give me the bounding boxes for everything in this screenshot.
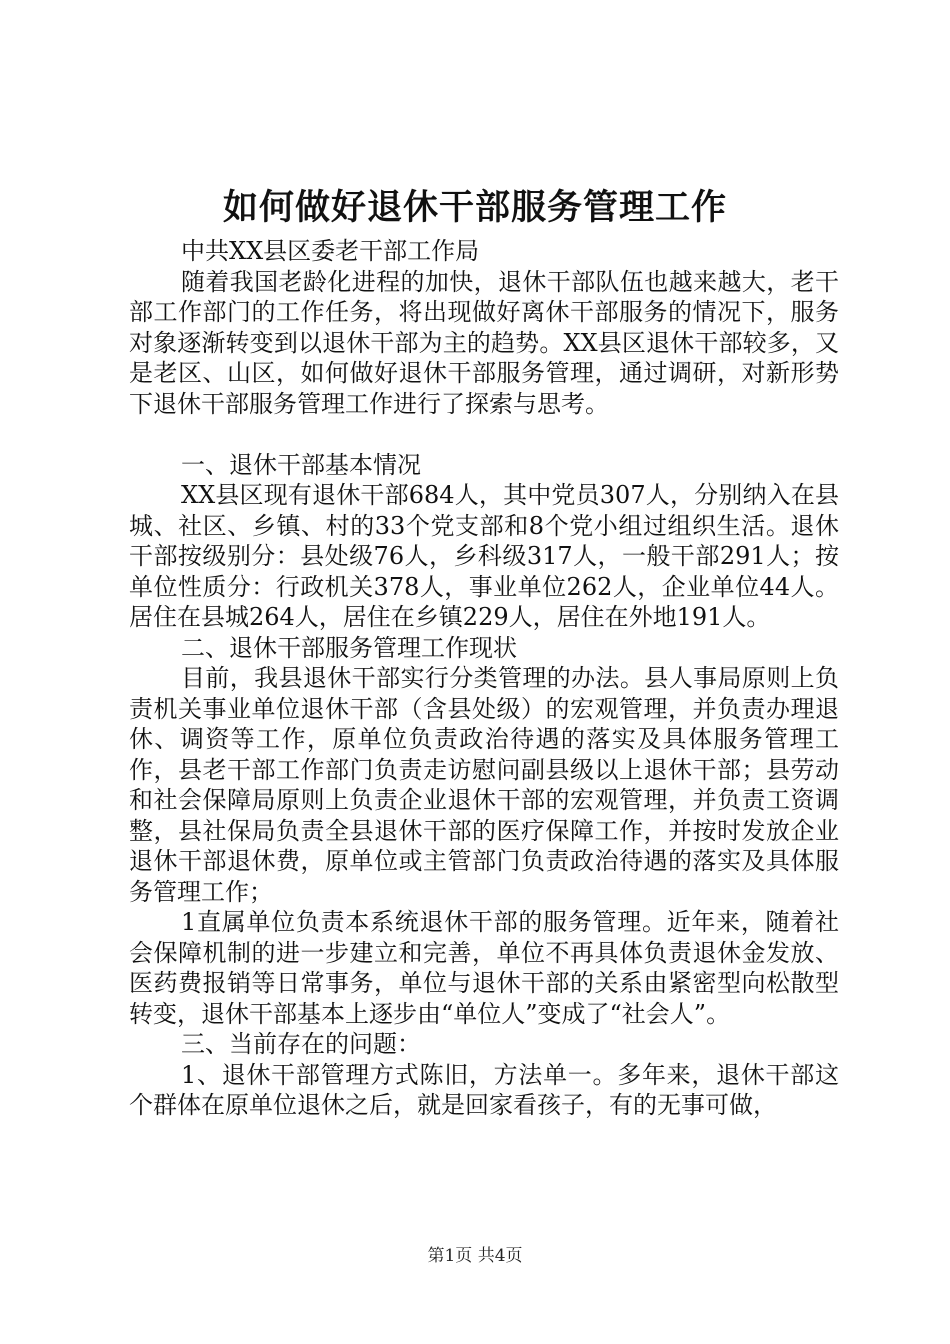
section-heading-2: 二、退休干部服务管理工作现状: [181, 633, 517, 662]
document-title: 如何做好退休干部服务管理工作: [222, 187, 727, 228]
paragraph-current-status: 目前，我县退休干部实行分类管理的办法。县人事局原则上负责机关事业单位退休干部（含县处级）的宏观管理，并负责办理退休、调资等工作，原单位负责政治待遇的落实及具体服务管理工作，县老干部工作部门负责走访慰问副县级以上退休干部；县劳动和社会保障局原则上负责企业退休干部的宏观管理，并负责工资调整，县社保局负责全县退休干部的医疗保障工作，并按时发放企业退休干部退休费，原单位或主管部门负责政治待遇的落实及具体服务管理工作；: [129, 664, 839, 906]
paragraph-gap: [129, 419, 839, 450]
paragraph-basic-situation: XX县区现有退休干部684人，其中党员307人，分别纳入在县城、社区、乡镇、村的33个党支部和8个党小组过组织生活。退休干部按级别分：县处级76人，乡科级317人，一般干部291人；按单位性质分：行政机关378人，事业单位262人，企业单位44人。居住在县城264人，居住在乡镇229人，居住在外地191人。: [129, 481, 839, 631]
author-line: 中共XX县区委老干部工作局: [181, 237, 480, 265]
section-heading-3: 三、当前存在的问题：: [181, 1030, 421, 1058]
paragraph-direct-units: 1直属单位负责本系统退休干部的服务管理。近年来，随着社会保障机制的进一步建立和完善，单位不再具体负责退休金发放、医药费报销等日常事务，单位与退休干部的关系由紧密型向松散型转变，退休干部基本上逐步由“单位人”变成了“社会人”。: [129, 908, 839, 1028]
paragraph-intro: 随着我国老龄化进程的加快，退休干部队伍也越来越大，老干部工作部门的工作任务，将出现做好离休干部服务的情况下，服务对象逐渐转变到以退休干部为主的趋势。XX县区退休干部较多，又是老区、山区，如何做好退休干部服务管理，通过调研，对新形势下退休干部服务管理工作进行了探索与思考。: [129, 267, 839, 418]
document-body: [129, 236, 839, 1121]
paragraph-problem-1: 1、退休干部管理方式陈旧，方法单一。多年来，退休干部这个群体在原单位退休之后，就是回家看孩子，有的无事可做，: [129, 1060, 839, 1119]
section-heading-1: 一、退休干部基本情况: [181, 450, 421, 479]
page-footer: 第1页 共4页: [427, 1246, 523, 1266]
